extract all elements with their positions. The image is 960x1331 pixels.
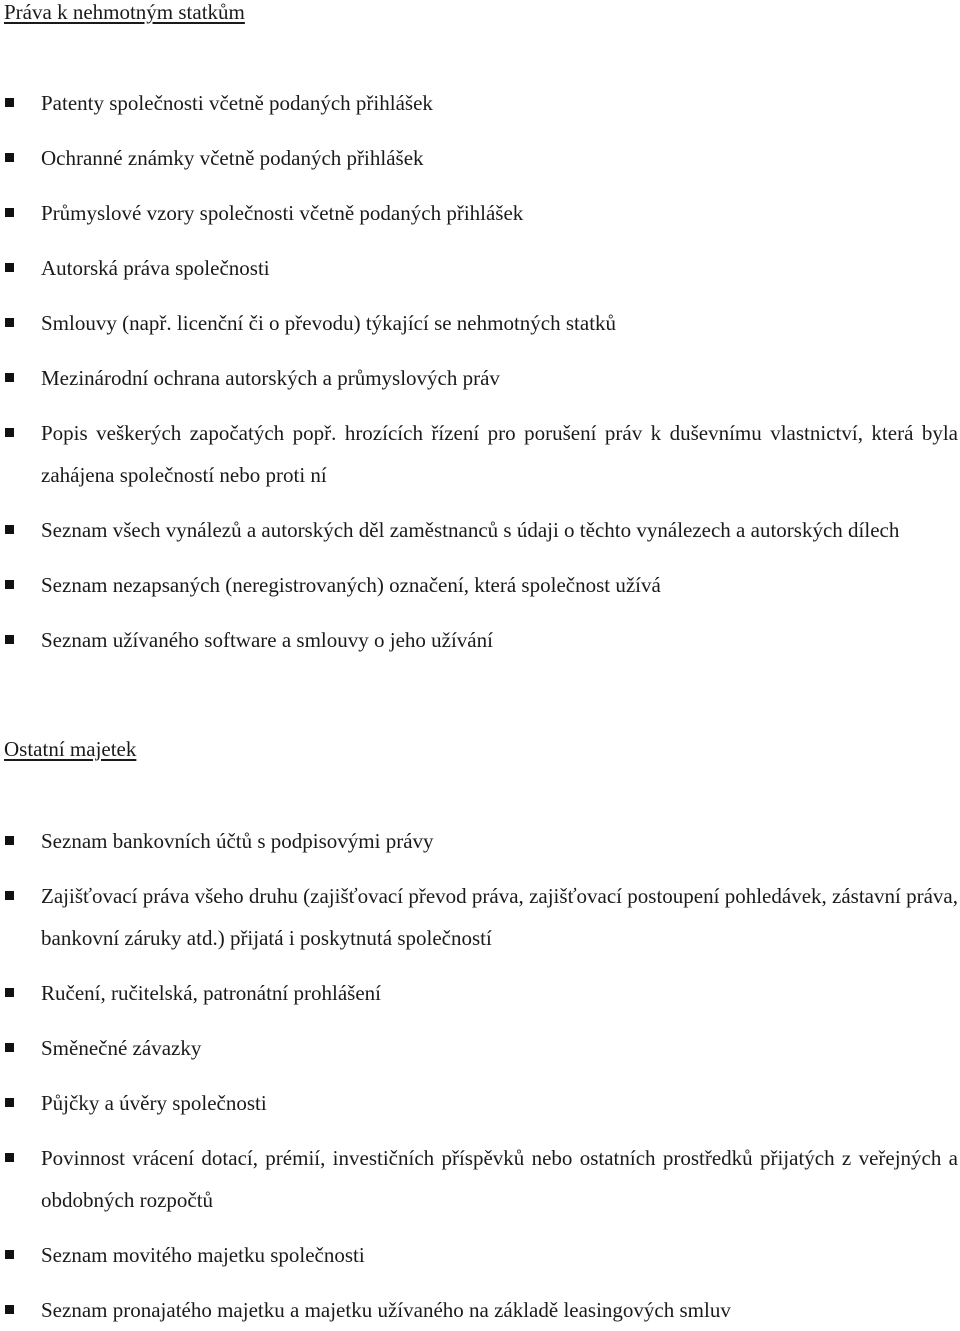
- square-bullet-icon: [5, 635, 14, 644]
- square-bullet-icon: [5, 153, 14, 162]
- list-item: [0, 192, 960, 234]
- square-bullet-icon: [5, 1153, 14, 1162]
- list-item-text: Půjčky a úvěry společnosti: [41, 1091, 267, 1115]
- list-item: [0, 1137, 960, 1221]
- list-item: [0, 412, 960, 496]
- square-bullet-icon: [5, 1098, 14, 1107]
- list-item-text: Seznam užívaného software a smlouvy o jeho užívání: [41, 628, 493, 652]
- square-bullet-icon: [5, 836, 14, 845]
- list-item-text: Patenty společnosti včetně podaných přihlášek: [41, 91, 433, 115]
- list-item: [0, 509, 960, 551]
- list-item: [0, 1082, 960, 1124]
- list-item: [0, 247, 960, 289]
- square-bullet-icon: [5, 98, 14, 107]
- list-item-text: Seznam všech vynálezů a autorských děl zaměstnanců s údaji o těchto vynálezech a autorských dílech: [41, 518, 900, 542]
- list-item-text: Seznam movitého majetku společnosti: [41, 1243, 365, 1267]
- list-item-text: Seznam nezapsaných (neregistrovaných) označení, která společnost užívá: [41, 573, 661, 597]
- square-bullet-icon: [5, 318, 14, 327]
- square-bullet-icon: [5, 580, 14, 589]
- list-item: [0, 1027, 960, 1069]
- list-item-text: Mezinárodní ochrana autorských a průmyslových práv: [41, 366, 500, 390]
- list-item-text: Ručení, ručitelská, patronátní prohlášení: [41, 981, 381, 1005]
- intangible-rights-list: [0, 82, 960, 661]
- list-item-text: Povinnost vrácení dotací, prémií, investičních příspěvků nebo ostatních prostředků přijatých z veřejných a obdobných rozpočtů: [41, 1146, 958, 1212]
- list-item-text: Průmyslové vzory společnosti včetně podaných přihlášek: [41, 201, 524, 225]
- list-item: [0, 564, 960, 606]
- square-bullet-icon: [5, 373, 14, 382]
- square-bullet-icon: [5, 1043, 14, 1052]
- section-heading-intangible-rights: Práva k nehmotným statkům: [4, 0, 245, 24]
- list-item: [0, 302, 960, 344]
- square-bullet-icon: [5, 1250, 14, 1259]
- list-item-text: Popis veškerých započatých popř. hrozících řízení pro porušení práv k duševnímu vlastnictví, která byla zahájena společností nebo proti ní: [41, 421, 958, 487]
- square-bullet-icon: [5, 1305, 14, 1314]
- list-item-text: Ochranné známky včetně podaných přihlášek: [41, 146, 424, 170]
- square-bullet-icon: [5, 428, 14, 437]
- list-item: [0, 972, 960, 1014]
- list-item: [0, 820, 960, 862]
- list-item: [0, 1289, 960, 1331]
- list-item: [0, 875, 960, 959]
- section-heading-other-assets: Ostatní majetek: [4, 737, 137, 761]
- square-bullet-icon: [5, 208, 14, 217]
- square-bullet-icon: [5, 988, 14, 997]
- list-item-text: Zajišťovací práva všeho druhu (zajišťovací převod práva, zajišťovací postoupení pohledávek, zástavní práva, bankovní záruky atd.) přijatá i poskytnutá společností: [41, 884, 958, 950]
- other-assets-list: [0, 820, 960, 1331]
- list-item-text: Smlouvy (např. licenční či o převodu) týkající se nehmotných statků: [41, 311, 617, 335]
- list-item: [0, 619, 960, 661]
- square-bullet-icon: [5, 525, 14, 534]
- square-bullet-icon: [5, 891, 14, 900]
- list-item: [0, 1234, 960, 1276]
- square-bullet-icon: [5, 263, 14, 272]
- list-item-text: Seznam pronajatého majetku a majetku užívaného na základě leasingových smluv: [41, 1298, 731, 1322]
- list-item-text: Seznam bankovních účtů s podpisovými právy: [41, 829, 434, 853]
- list-item-text: Směnečné závazky: [41, 1036, 202, 1060]
- list-item: [0, 357, 960, 399]
- list-item-text: Autorská práva společnosti: [41, 256, 270, 280]
- list-item: [0, 137, 960, 179]
- list-item: [0, 82, 960, 124]
